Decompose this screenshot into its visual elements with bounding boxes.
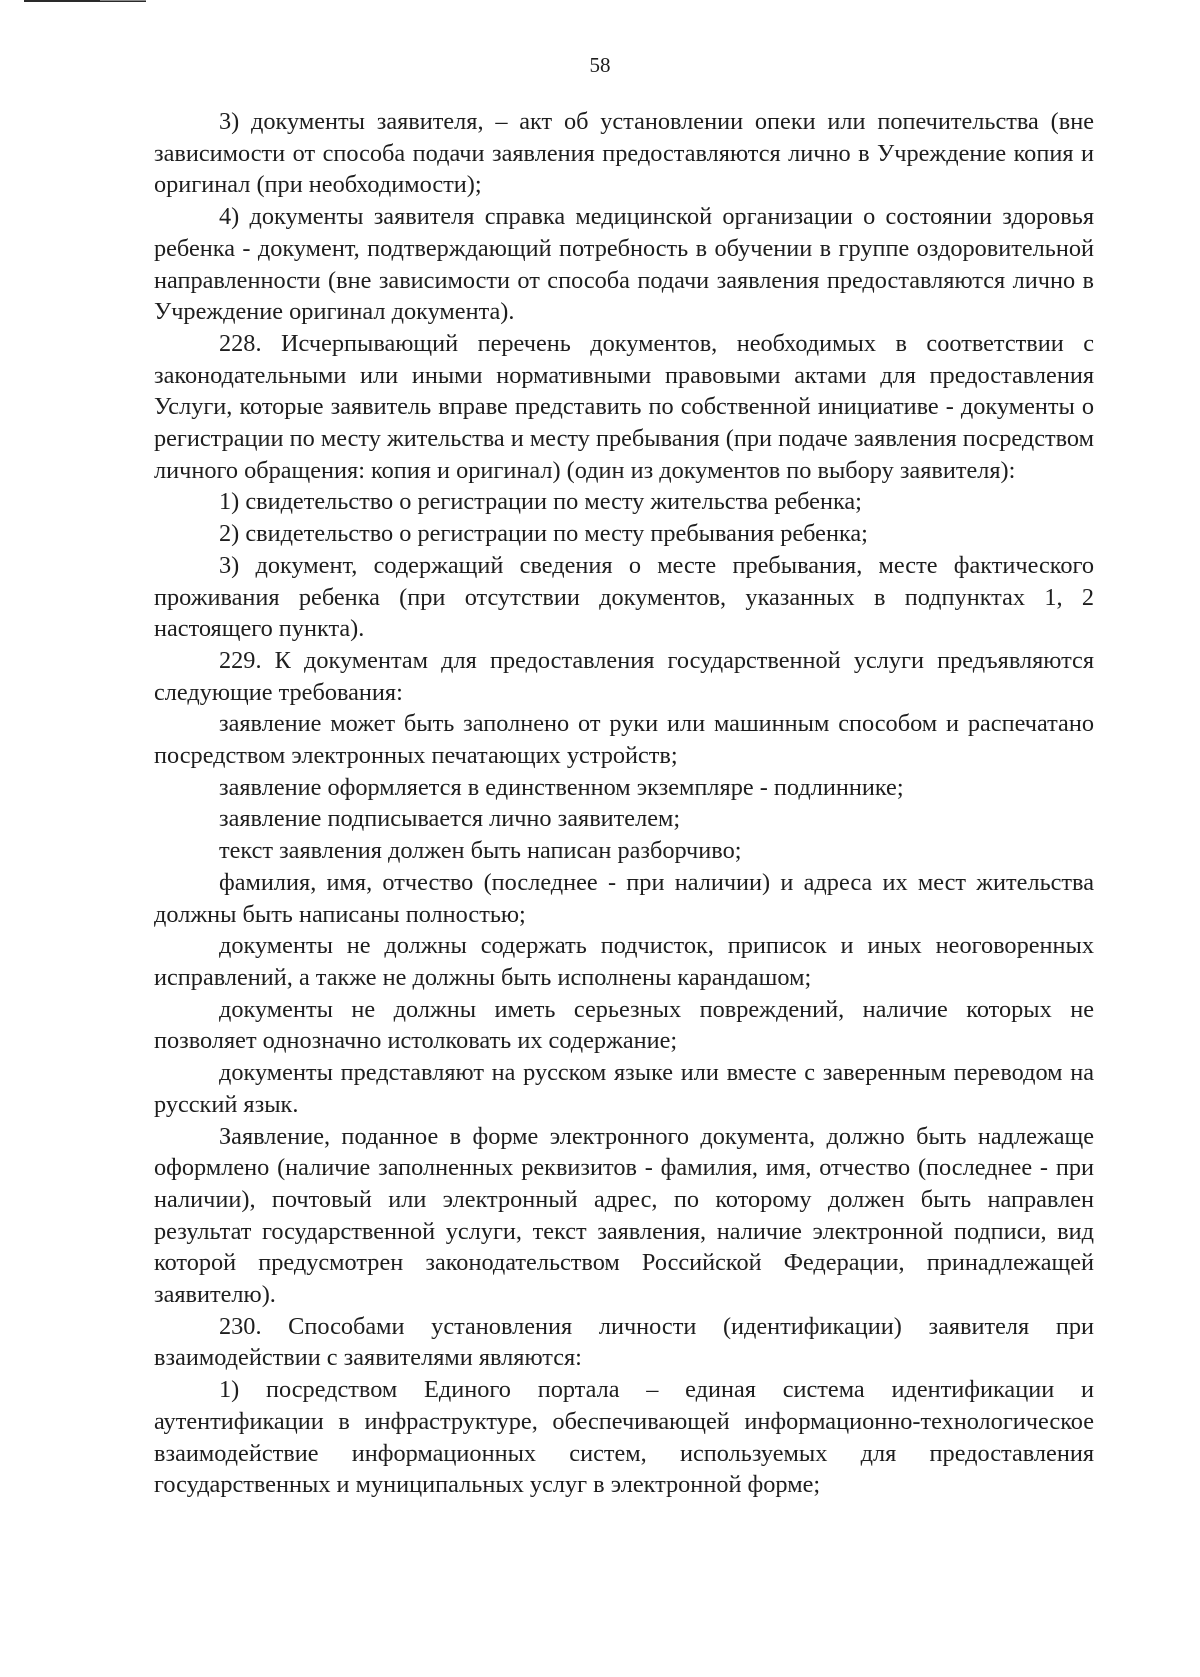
paragraph-item-4-medical-certificate: 4) документы заявителя справка медицинской организации о состоянии здоровья ребенка - документ, подтверждающий потребность в обучении в группе оздоровительной направленности (вне зависимости от способа подачи заявления предоставляются лично в Учреждение оригинал документа). xyxy=(154,203,1094,326)
paragraph-230-identification: 230. Способами установления личности (идентификации) заявителя при взаимодействии с заявителями являются: xyxy=(154,1312,1094,1372)
requirement-single-copy: заявление оформляется в единственном экземпляре - подлиннике; xyxy=(219,773,904,801)
requirement-full-names: фамилия, имя, отчество (последнее - при наличии) и адреса их мест жительства должны быть написаны полностью; xyxy=(154,868,1094,928)
requirement-personal-signature: заявление подписывается лично заявителем; xyxy=(219,805,681,833)
requirement-no-damage: документы не должны иметь серьезных повреждений, наличие которых не позволяет однозначно истолковать их содержание; xyxy=(154,995,1094,1055)
paragraph-229-requirements: 229. К документам для предоставления государственной услуги предъявляются следующие требования: xyxy=(154,646,1094,706)
paragraph-230-item-1: 1) посредством Единого портала – единая система идентификации и аутентификации в инфраструктуре, обеспечивающей информационно-технологическое взаимодействие информационных систем, используемых для предоставления государственных и муниципальных услуг в электронной форме; xyxy=(154,1376,1094,1499)
paragraph-228-item-1: 1) свидетельство о регистрации по месту жительства ребенка; xyxy=(219,488,862,516)
requirement-no-erasures: документы не должны содержать подчисток, приписок и иных неоговоренных исправлений, а также не должны быть исполнены карандашом; xyxy=(154,932,1094,991)
paragraph-item-3-guardianship-act: 3) документы заявителя, – акт об установлении опеки или попечительства (вне зависимости от способа подачи заявления предоставляются лично в Учреждение копия и оригинал (при необходимости); xyxy=(154,108,1094,199)
paragraph-228-item-2: 2) свидетельство о регистрации по месту пребывания ребенка; xyxy=(219,520,868,548)
paragraph-228-item-3: 3) документ, содержащий сведения о месте пребывания, месте фактического проживания ребенка (при отсутствии документов, указанных в подпунктах 1, 2 настоящего пункта). xyxy=(154,551,1094,643)
paragraph-228-optional-documents: 228. Исчерпывающий перечень документов, необходимых в соответствии с законодательными или иными нормативными правовыми актами для предоставления Услуги, которые заявитель вправе представить по собственной инициативе - документы о регистрации по месту жительства и месту пребывания (при подаче заявления посредством личного обращения: копия и оригинал) (один из документов по выбору заявителя): xyxy=(154,329,1094,484)
requirement-fill-method: заявление может быть заполнено от руки или машинным способом и распечатано посредством электронных печатающих устройств; xyxy=(154,710,1094,770)
paragraph-electronic-application: Заявление, поданное в форме электронного документа, должно быть надлежаще оформлено (наличие заполненных реквизитов - фамилия, имя, отчество (последнее - при наличии), почтовый или электронный адрес, по которому должен быть направлен результат государственной услуги, текст заявления, наличие электронной подписи, вид которой предусмотрен законодательством Российской Федерации, принадлежащей заявителю). xyxy=(154,1122,1094,1309)
requirement-legible-text: текст заявления должен быть написан разборчиво; xyxy=(219,837,742,865)
document-body xyxy=(154,106,1094,1501)
scan-edge-mark-tail xyxy=(100,0,146,1)
page-number: 58 xyxy=(589,53,611,77)
requirement-russian-language: документы представляют на русском языке или вместе с заверенным переводом на русский язык. xyxy=(154,1059,1094,1118)
